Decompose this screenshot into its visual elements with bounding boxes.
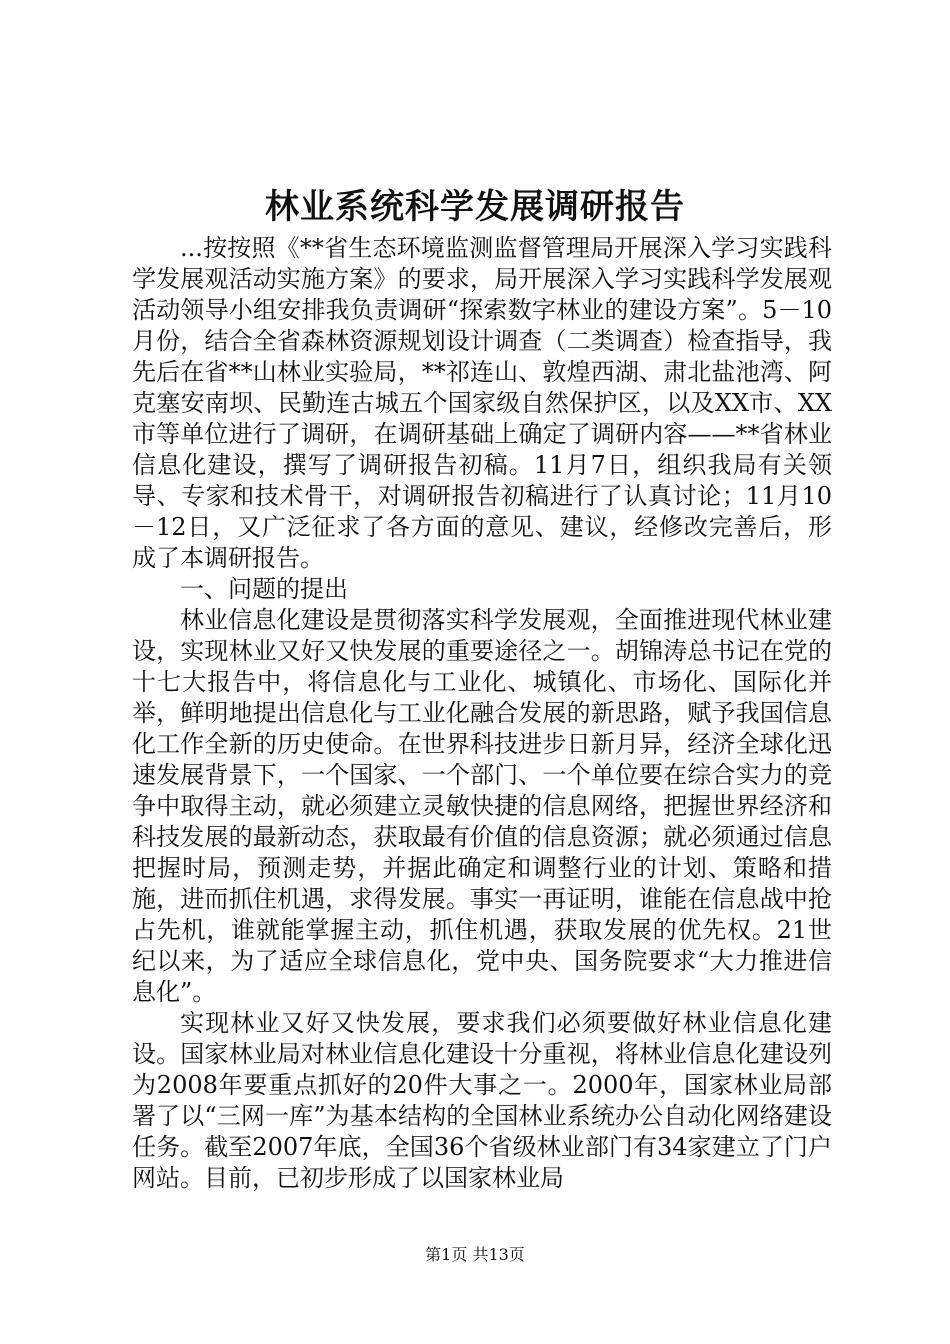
document-body xyxy=(132,233,832,1194)
section-heading: 一、问题的提出 xyxy=(180,575,348,603)
paragraph-background: 林业信息化建设是贯彻落实科学发展观，全面推进现代林业建设，实现林业又好又快发展的重要途径之一。胡锦涛总书记在党的十七大报告中，将信息化与工业化、城镇化、市场化、国际化并举，鲜明地提出信息化与工业化融合发展的新思路，赋予我国信息化工作全新的历史使命。在世界科技进步日新月异，经济全球化迅速发展背景下，一个国家、一个部门、一个单位要在综合实力的竞争中取得主动，就必须建立灵敏快捷的信息网络，把握世界经济和科技发展的最新动态，获取最有价值的信息资源；就必须通过信息把握时局，预测走势，并据此确定和调整行业的计划、策略和措施，进而抓住机遇，求得发展。事实一再证明，谁能在信息战中抢占先机，谁就能掌握主动，抓住机遇，获取发展的优先权。21世纪以来，为了适应全球信息化，党中央、国务院要求“大力推进信息化”。 xyxy=(132,606,832,1006)
paragraph-intro: ...按按照《**省生态环境监测监督管理局开展深入学习实践科学发展观活动实施方案》的要求，局开展深入学习实践科学发展观活动领导小组安排我负责调研“探索数字林业的建设方案”。5－10月份，结合全省森林资源规划设计调查（二类调查）检查指导，我先后在省**山林业实验局，**祁连山、敦煌西湖、肃北盐池湾、阿克塞安南坝、民勤连古城五个国家级自然保护区，以及XX市、XX市等单位进行了调研，在调研基础上确定了调研内容——**省林业信息化建设，撰写了调研报告初稿。11月7日，组织我局有关领导、专家和技术骨干，对调研报告初稿进行了认真讨论；11月10－12日，又广泛征求了各方面的意见、建议，经修改完善后，形成了本调研报告。 xyxy=(132,234,832,572)
page-footer: 第1页 共13页 xyxy=(425,1245,525,1264)
paragraph-forestry-informatization: 实现林业又好又快发展，要求我们必须要做好林业信息化建设。国家林业局对林业信息化建设十分重视，将林业信息化建设列为2008年要重点抓好的20件大事之一。2000年，国家林业局部署了以“三网一库”为基本结构的全国林业系统办公自动化网络建设任务。截至2007年底，全国36个省级林业部门有34家建立了门户网站。目前，已初步形成了以国家林业局 xyxy=(132,1009,832,1192)
document-title: 林业系统科学发展调研报告 xyxy=(265,187,685,227)
